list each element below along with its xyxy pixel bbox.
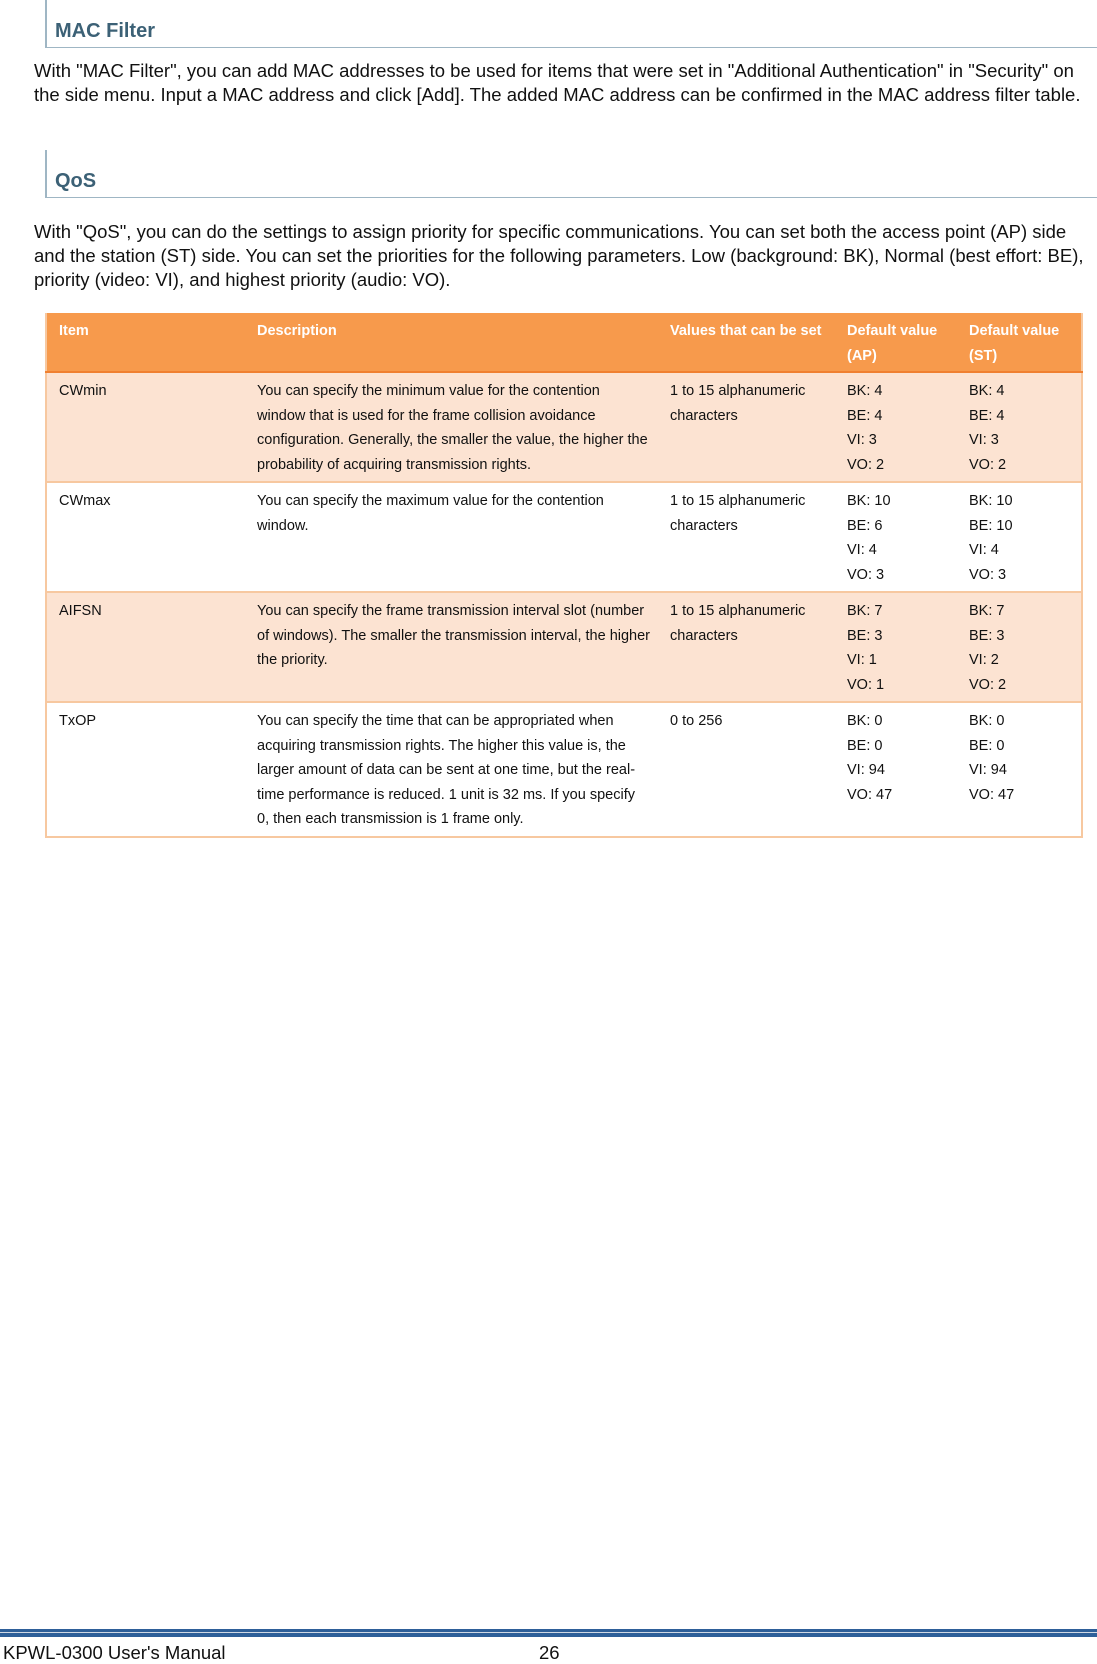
header-default-ap: Default value (AP) [835, 313, 957, 372]
cell-item: TxOP [46, 702, 245, 837]
table-header-row [46, 313, 1082, 372]
mac-filter-heading [45, 0, 1097, 48]
cell-values: 0 to 256 [658, 702, 835, 837]
footer-divider [0, 1629, 1097, 1637]
cell-default-st: BK: 7 BE: 3 VI: 2 VO: 2 [957, 592, 1082, 702]
cell-description: You can specify the maximum value for the contention window. [245, 482, 658, 592]
cell-description: You can specify the frame transmission interval slot (number of windows). The smaller the transmission interval, the higher the priority. [245, 592, 658, 702]
footer-manual-title: KPWL-0300 User's Manual [3, 1642, 226, 1663]
qos-heading-text: QoS [55, 170, 97, 192]
header-item: Item [46, 313, 245, 372]
cell-description: You can specify the minimum value for the contention window that is used for the frame collision avoidance configuration. Generally, the smaller the value, the higher the probability of acquiring transmission rights. [245, 372, 658, 482]
cell-default-st: BK: 10 BE: 10 VI: 4 VO: 3 [957, 482, 1082, 592]
header-values: Values that can be set [658, 313, 835, 372]
header-default-st: Default value (ST) [957, 313, 1082, 372]
cell-default-ap: BK: 10 BE: 6 VI: 4 VO: 3 [835, 482, 957, 592]
table-row [46, 592, 1082, 702]
cell-values: 1 to 15 alphanumeric characters [658, 592, 835, 702]
qos-heading [45, 150, 1097, 198]
mac-filter-heading-text: MAC Filter [55, 20, 155, 42]
cell-default-st: BK: 4 BE: 4 VI: 3 VO: 2 [957, 372, 1082, 482]
cell-item: AIFSN [46, 592, 245, 702]
cell-values: 1 to 15 alphanumeric characters [658, 372, 835, 482]
cell-item: CWmin [46, 372, 245, 482]
footer-page-number: 26 [539, 1642, 560, 1663]
cell-default-st: BK: 0 BE: 0 VI: 94 VO: 47 [957, 702, 1082, 837]
cell-item: CWmax [46, 482, 245, 592]
qos-paragraph: With "QoS", you can do the settings to assign priority for specific communications. You can set both the access point (AP) side and the station (ST) side. You can set the priorities for the following parameters. Low (background: BK), Normal (best effort: BE), priority (video: VI), and highest priority (audio: VO). [34, 221, 1084, 290]
table-row [46, 372, 1082, 482]
cell-values: 1 to 15 alphanumeric characters [658, 482, 835, 592]
cell-default-ap: BK: 7 BE: 3 VI: 1 VO: 1 [835, 592, 957, 702]
table-row [46, 702, 1082, 837]
mac-filter-paragraph: With "MAC Filter", you can add MAC addresses to be used for items that were set in "Additional Authentication" in "Security" on the side menu. Input a MAC address and click [Add]. The added MAC address can be confirmed in the MAC address filter table. [34, 60, 1081, 105]
table-row [46, 482, 1082, 592]
header-description: Description [245, 313, 658, 372]
cell-default-ap: BK: 0 BE: 0 VI: 94 VO: 47 [835, 702, 957, 837]
cell-description: You can specify the time that can be appropriated when acquiring transmission rights. The higher this value is, the larger amount of data can be sent at one time, but the real-time performance is reduced. 1 unit is 32 ms. If you specify 0, then each transmission is 1 frame only. [245, 702, 658, 837]
cell-default-ap: BK: 4 BE: 4 VI: 3 VO: 2 [835, 372, 957, 482]
qos-parameters-table [45, 313, 1083, 838]
